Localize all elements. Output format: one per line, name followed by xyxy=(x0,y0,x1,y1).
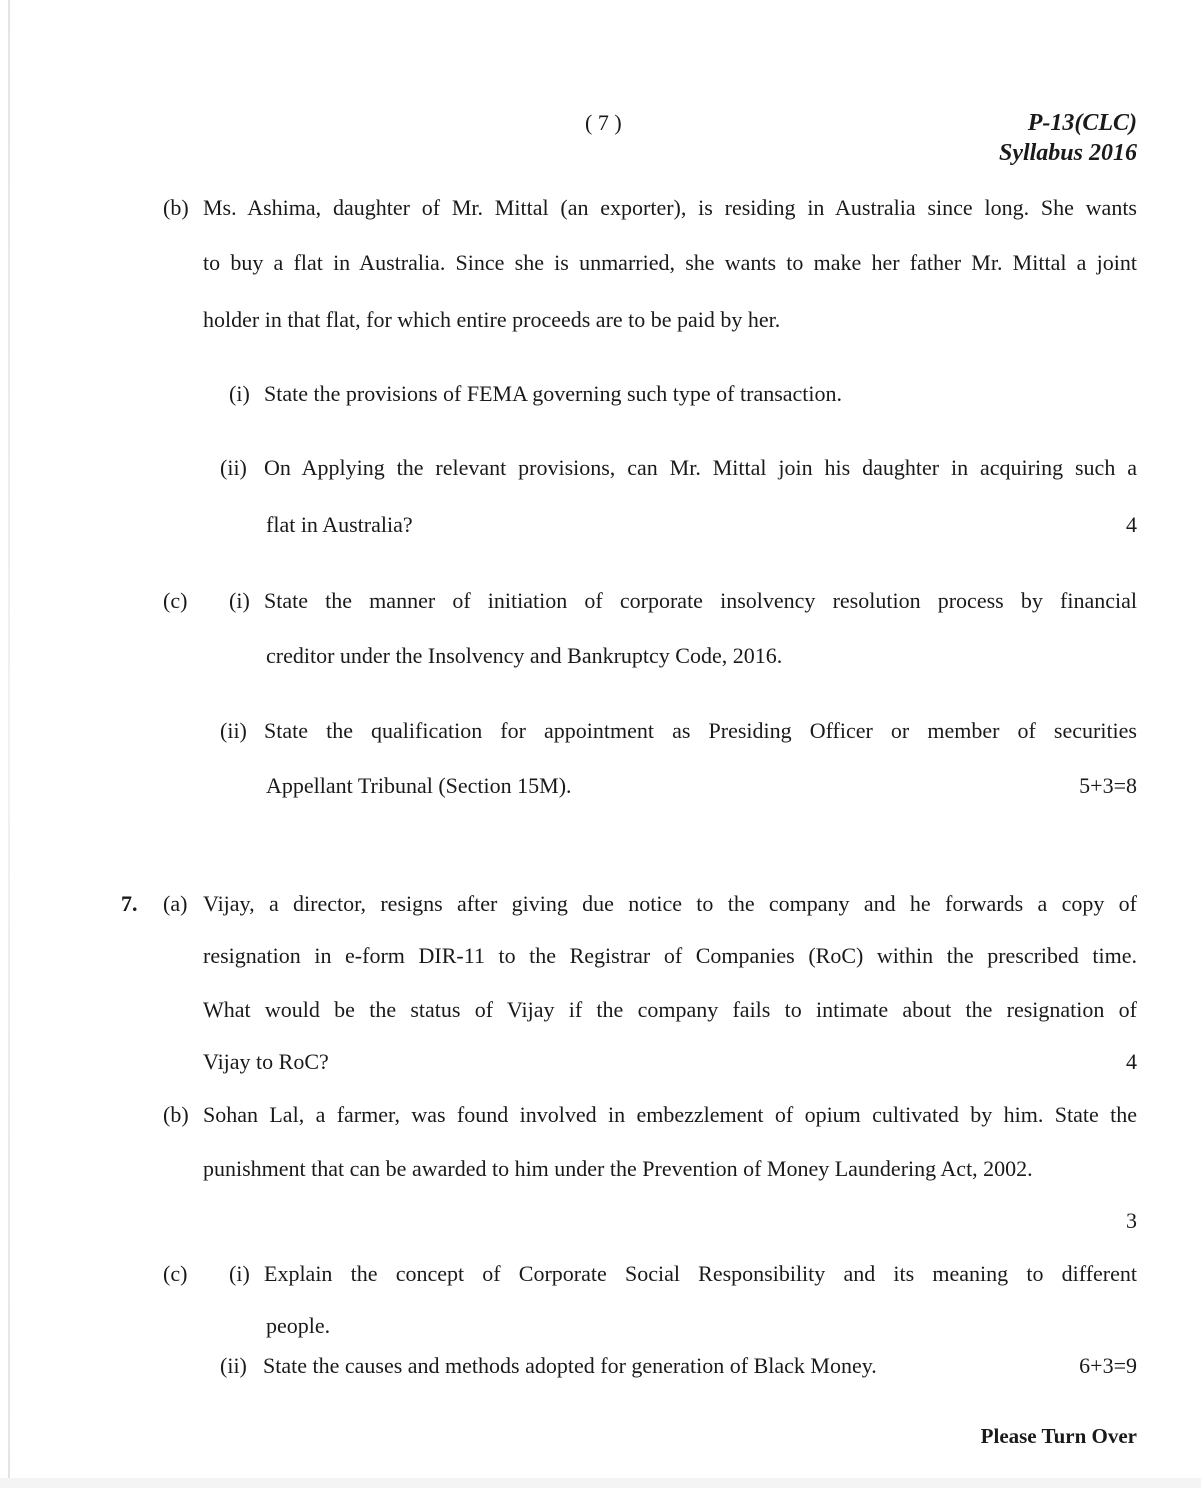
q7c-ii-label: (ii) xyxy=(220,1353,247,1378)
please-turn-over: Please Turn Over xyxy=(980,1424,1137,1448)
q7c-i-line-2: people. xyxy=(266,1313,331,1338)
q7a-line-3: What would be the status of Vijay if the company fails to intimate about the resignation of xyxy=(203,997,1137,1022)
scan-edge xyxy=(8,0,10,1488)
paper-code-block xyxy=(999,108,1137,168)
q6b-i-text: State the provisions of FEMA governing such type of transaction. xyxy=(264,381,843,406)
q7-number: 7. xyxy=(121,891,138,916)
q7a-line-4: Vijay to RoC? xyxy=(203,1049,329,1074)
q7c-i-line-1: Explain the concept of Corporate Social Responsibility and its meaning to different xyxy=(264,1261,1137,1286)
q6b-marks: 4 xyxy=(1126,512,1137,537)
q7c-i-label: (i) xyxy=(229,1261,250,1286)
q7a-line-2: resignation in e-form DIR-11 to the Registrar of Companies (RoC) within the prescribed time. xyxy=(203,943,1137,968)
q6b-ii-label: (ii) xyxy=(220,455,247,480)
q6b-ii-line-1: On Applying the relevant provisions, can Mr. Mittal join his daughter in acquiring such a xyxy=(264,455,1137,480)
q7a-line-1: Vijay, a director, resigns after giving due notice to the company and he forwards a copy of xyxy=(203,891,1137,916)
q7c-marks: 6+3=9 xyxy=(1079,1353,1137,1378)
q7b-marks: 3 xyxy=(1126,1208,1137,1233)
q6b-line-1: Ms. Ashima, daughter of Mr. Mittal (an exporter), is residing in Australia since long. She wants xyxy=(203,195,1137,220)
q6c-label: (c) xyxy=(163,588,188,613)
q7b-line-2: punishment that can be awarded to him under the Prevention of Money Laundering Act, 2002. xyxy=(203,1156,1033,1181)
q6c-marks: 5+3=8 xyxy=(1079,773,1137,798)
q6c-ii-label: (ii) xyxy=(220,718,247,743)
q6b-label: (b) xyxy=(163,195,189,220)
syllabus-label: Syllabus 2016 xyxy=(998,140,1137,166)
scan-bottom-edge xyxy=(0,1478,1201,1488)
q7b-line-1: Sohan Lal, a farmer, was found involved in embezzlement of opium cultivated by him. State the xyxy=(203,1102,1137,1127)
q6c-i-line-2: creditor under the Insolvency and Bankruptcy Code, 2016. xyxy=(266,643,783,668)
paper-code: P-13(CLC) xyxy=(1027,110,1137,136)
q7c-ii-text: State the causes and methods adopted for generation of Black Money. xyxy=(263,1353,877,1378)
q7b-label: (b) xyxy=(163,1102,189,1127)
q6c-i-line-1: State the manner of initiation of corporate insolvency resolution process by financial xyxy=(264,588,1137,613)
q6b-line-2: to buy a flat in Australia. Since she is unmarried, she wants to make her father Mr. Mittal a joint xyxy=(203,250,1137,275)
q6b-line-3: holder in that flat, for which entire proceeds are to be paid by her. xyxy=(203,307,781,332)
q6b-ii-line-2: flat in Australia? xyxy=(266,512,413,537)
q7c-label: (c) xyxy=(163,1261,188,1286)
page-number: ( 7 ) xyxy=(585,110,622,135)
q7a-label: (a) xyxy=(163,891,188,916)
q6b-i-label: (i) xyxy=(229,381,250,406)
q7a-marks: 4 xyxy=(1126,1049,1137,1074)
q6c-i-label: (i) xyxy=(229,588,250,613)
q6c-ii-line-1: State the qualification for appointment as Presiding Officer or member of securities xyxy=(264,718,1137,743)
q6c-ii-line-2: Appellant Tribunal (Section 15M). xyxy=(266,773,572,798)
